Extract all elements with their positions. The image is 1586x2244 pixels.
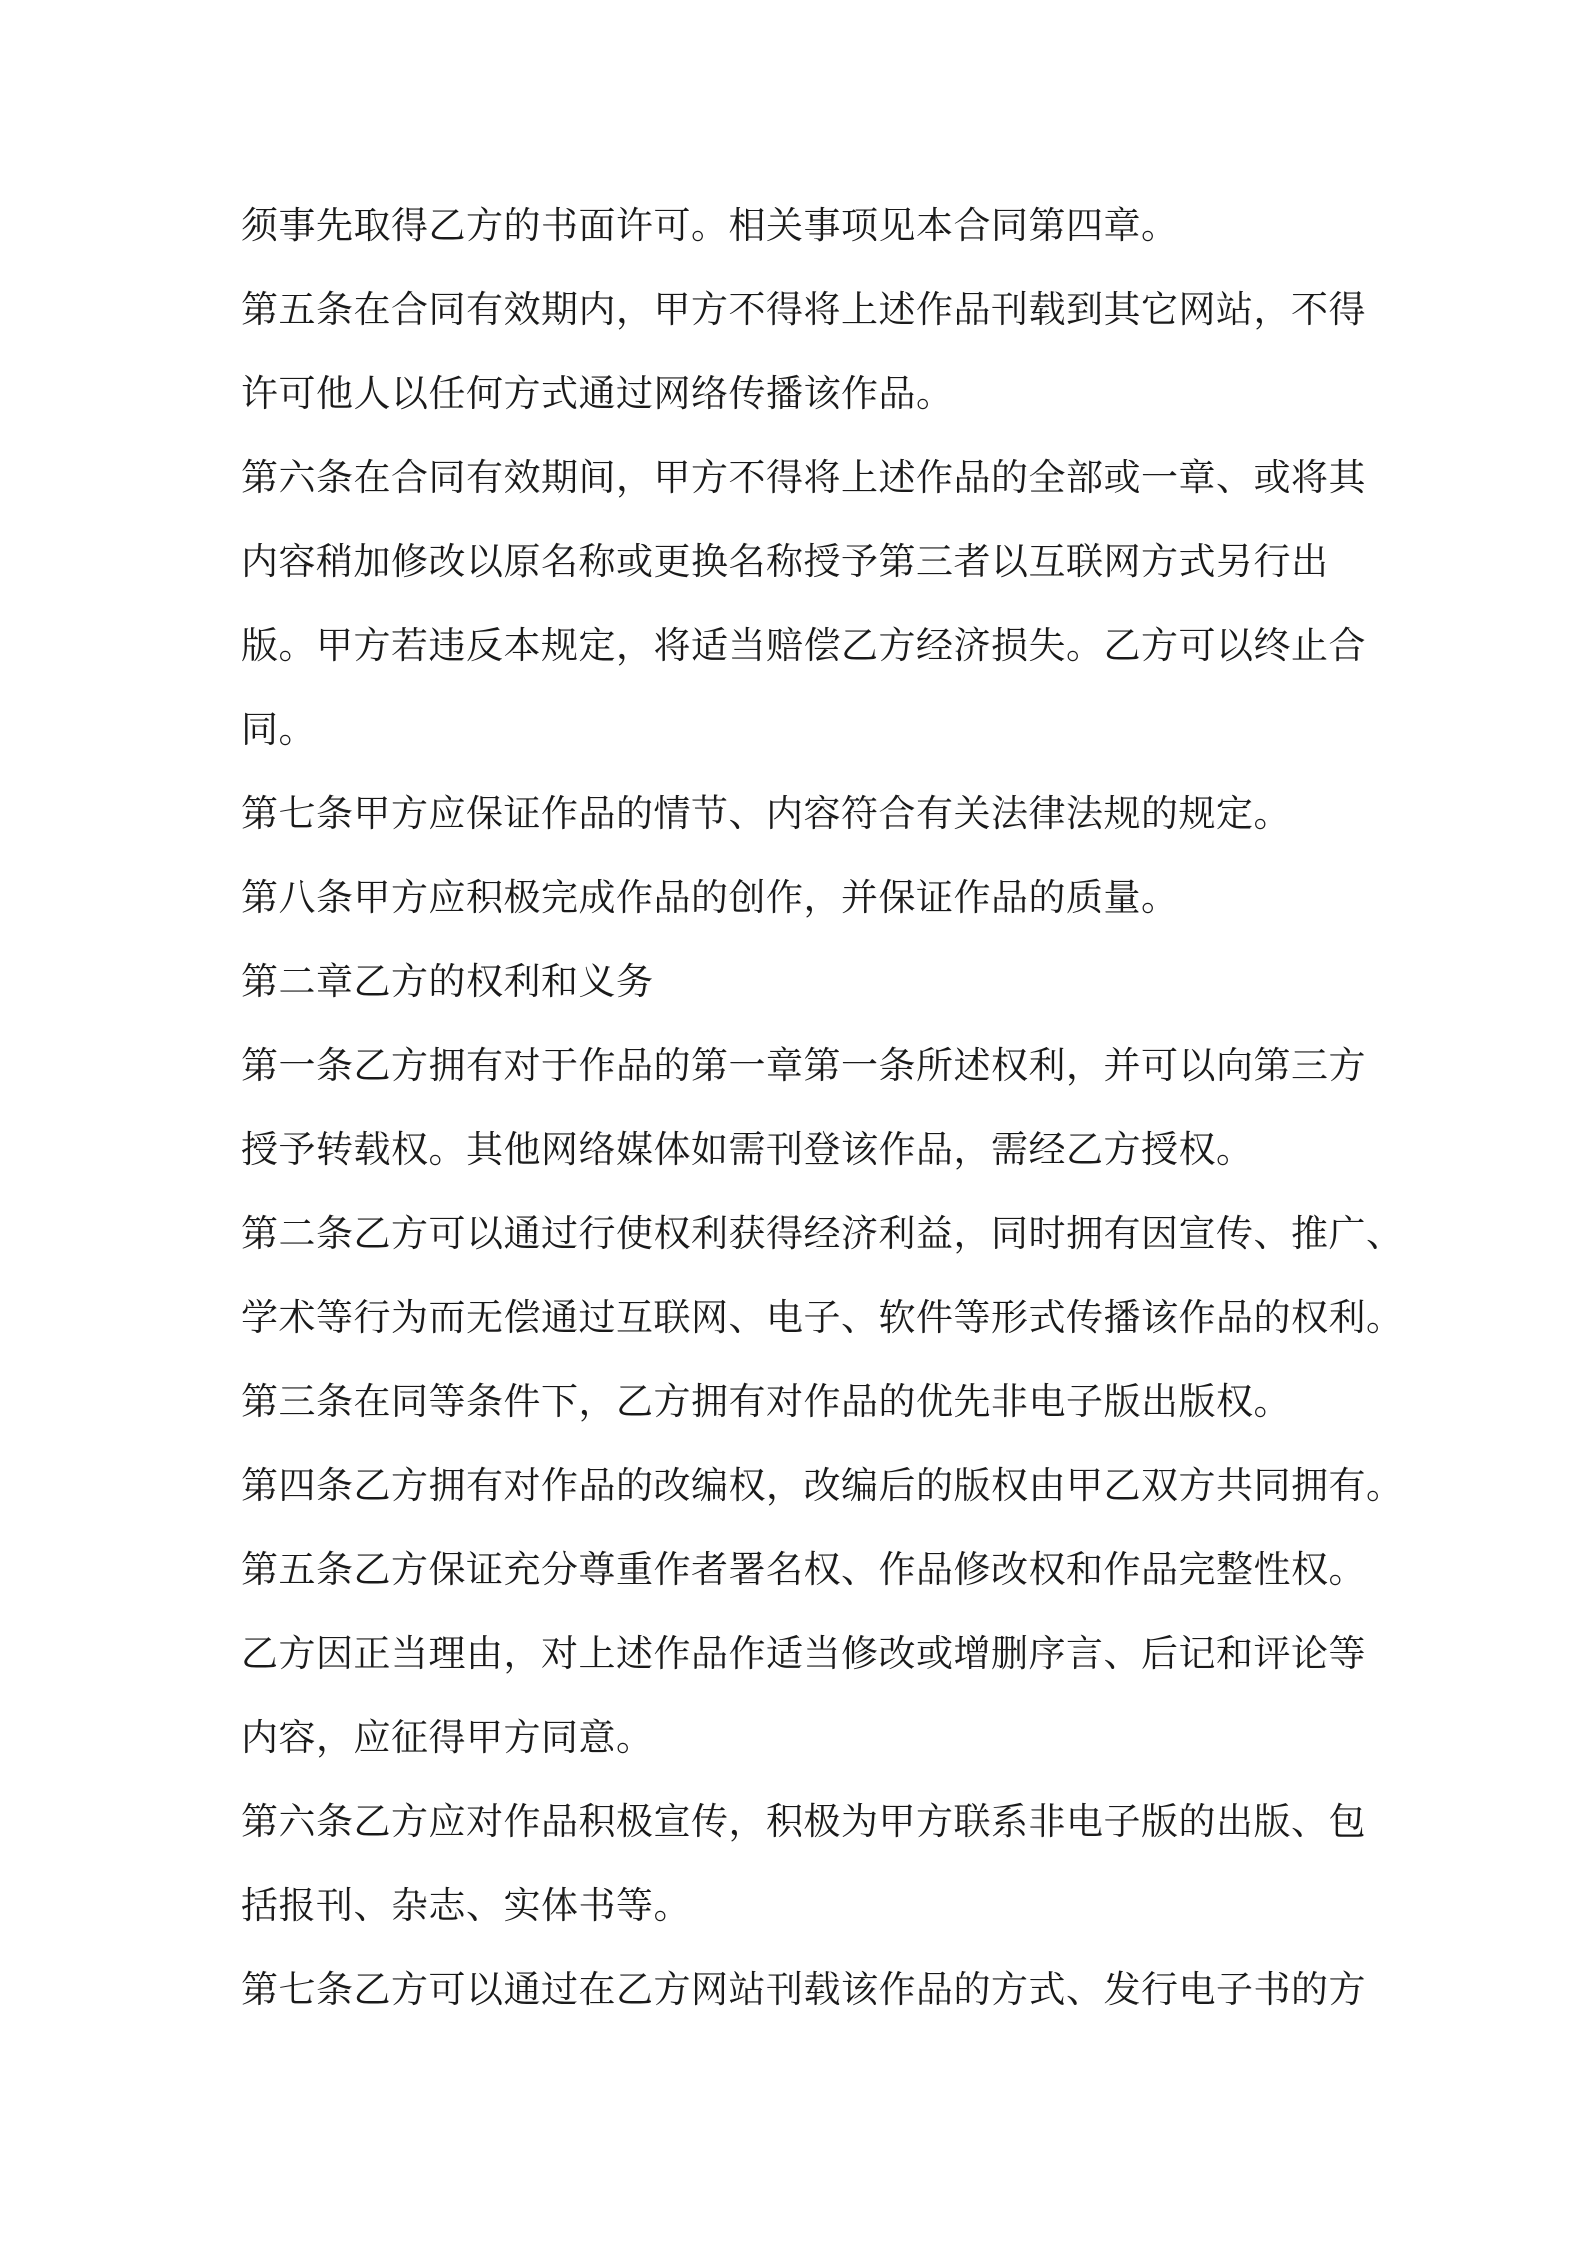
text-line-14: 学术等行为而无偿通过互联网、电子、软件等形式传播该作品的权利。 (241, 1296, 1404, 1339)
text-line-16: 第四条乙方拥有对作品的改编权，改编后的版权由甲乙双方共同拥有。 (241, 1464, 1404, 1507)
text-line-1: 须事先取得乙方的书面许可。相关事项见本合同第四章。 (241, 204, 1179, 247)
text-line-21: 括报刊、杂志、实体书等。 (241, 1884, 691, 1927)
text-line-4: 第六条在合同有效期间，甲方不得将上述作品的全部或一章、或将其 (241, 456, 1366, 499)
text-line-18: 乙方因正当理由，对上述作品作适当修改或增删序言、后记和评论等 (241, 1632, 1366, 1675)
text-line-7: 同。 (241, 708, 316, 751)
text-line-22: 第七条乙方可以通过在乙方网站刊载该作品的方式、发行电子书的方 (241, 1968, 1366, 2011)
text-line-3: 许可他人以任何方式通过网络传播该作品。 (241, 372, 954, 415)
text-line-5: 内容稍加修改以原名称或更换名称授予第三者以互联网方式另行出 (241, 540, 1329, 583)
text-line-17: 第五条乙方保证充分尊重作者署名权、作品修改权和作品完整性权。 (241, 1548, 1366, 1591)
text-line-9: 第八条甲方应积极完成作品的创作，并保证作品的质量。 (241, 876, 1179, 919)
text-line-6: 版。甲方若违反本规定，将适当赔偿乙方经济损失。乙方可以终止合 (241, 624, 1366, 667)
text-line-15: 第三条在同等条件下，乙方拥有对作品的优先非电子版出版权。 (241, 1380, 1291, 1423)
text-line-12: 授予转载权。其他网络媒体如需刊登该作品，需经乙方授权。 (241, 1128, 1254, 1171)
text-line-19: 内容，应征得甲方同意。 (241, 1716, 654, 1759)
text-line-13: 第二条乙方可以通过行使权利获得经济利益，同时拥有因宣传、推广、 (241, 1212, 1404, 1255)
text-line-11: 第一条乙方拥有对于作品的第一章第一条所述权利，并可以向第三方 (241, 1044, 1366, 1087)
text-line-20: 第六条乙方应对作品积极宣传，积极为甲方联系非电子版的出版、包 (241, 1800, 1366, 1843)
text-line-8: 第七条甲方应保证作品的情节、内容符合有关法律法规的规定。 (241, 792, 1291, 835)
chapter-heading: 第二章乙方的权利和义务 (241, 960, 654, 1003)
text-line-2: 第五条在合同有效期内，甲方不得将上述作品刊载到其它网站，不得 (241, 288, 1366, 331)
